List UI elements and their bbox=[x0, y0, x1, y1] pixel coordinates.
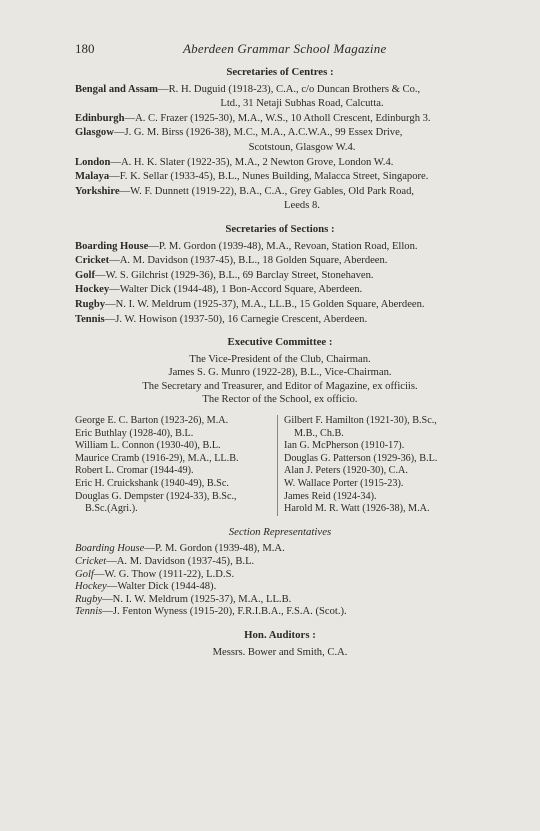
exec-line-chairman: The Vice-President of the Club, Chairman. bbox=[189, 353, 371, 365]
sections-list bbox=[75, 241, 485, 327]
centres-continuation: Scotstoun, Glasgow W.4. bbox=[248, 141, 356, 153]
representative-name: —J. Fenton Wyness (1915-20), F.R.I.B.A., F.S.A. (Scot.). bbox=[102, 606, 347, 618]
representative-name: —A. M. Davidson (1937-45), B.L. bbox=[106, 556, 255, 567]
running-title: Aberdeen Grammar School Magazine bbox=[183, 41, 387, 56]
committee-member: James Reid (1924-34). bbox=[284, 490, 377, 502]
sections-heading: Secretaries of Sections : bbox=[225, 222, 335, 235]
sections-place: Tennis bbox=[75, 313, 105, 325]
committee-member: W. Wallace Porter (1915-23). bbox=[284, 478, 404, 490]
representative-section: Hockey bbox=[75, 581, 107, 593]
exec-line-secretary: The Secretary and Treasurer, and Editor of Magazine, ex officiis. bbox=[142, 380, 418, 392]
committee-right-column bbox=[277, 415, 484, 516]
auditors-text: Messrs. Bower and Smith, C.A. bbox=[212, 646, 348, 658]
committee-member: Eric H. Cruickshank (1940-49), B.Sc. bbox=[75, 478, 229, 490]
representative-name: —P. M. Gordon (1939-48), M.A. bbox=[144, 543, 285, 555]
committee-left-column bbox=[75, 415, 277, 516]
centres-details: —R. H. Duguid (1918-23), C.A., c/o Duncan Brothers & Co., bbox=[158, 83, 421, 95]
centres-place: Malaya bbox=[75, 171, 110, 183]
committee-member: Maurice Cramb (1916-29), M.A., LL.B. bbox=[75, 452, 239, 464]
page-content bbox=[75, 64, 485, 659]
sections-place: Cricket bbox=[75, 255, 110, 267]
centres-place: Yorkshire bbox=[75, 185, 120, 197]
centres-entry bbox=[75, 113, 485, 126]
centres-entry bbox=[75, 157, 485, 170]
representative-entry bbox=[75, 581, 485, 594]
auditors-heading: Hon. Auditors : bbox=[244, 628, 316, 641]
exec-line-rector: The Rector of the School, ex officio. bbox=[202, 394, 358, 406]
sections-entry bbox=[75, 299, 485, 312]
representative-entry bbox=[75, 594, 485, 607]
representative-name: —W. G. Thow (1911-22), L.D.S. bbox=[93, 568, 235, 580]
sections-place: Boarding House bbox=[75, 240, 149, 252]
representative-entry bbox=[75, 556, 485, 569]
committee-member: William L. Connon (1930-40), B.L. bbox=[75, 440, 221, 452]
centres-details: —A. C. Frazer (1925-30), M.A., W.S., 10 Atholl Crescent, Edinburgh 3. bbox=[124, 112, 431, 124]
representative-section: Boarding House bbox=[75, 543, 145, 555]
centres-details: —W. F. Dunnett (1919-22), B.A., C.A., Grey Gables, Old Park Road, bbox=[119, 185, 415, 197]
representative-section: Tennis bbox=[75, 606, 103, 618]
executive-heading: Executive Committee : bbox=[227, 336, 333, 349]
centres-details: —A. H. K. Slater (1922-35), M.A., 2 Newton Grove, London W.4. bbox=[110, 156, 394, 168]
sections-details: —J. W. Howison (1937-50), 16 Carnegie Crescent, Aberdeen. bbox=[104, 313, 368, 325]
representative-section: Cricket bbox=[75, 556, 107, 567]
committee-members bbox=[75, 415, 485, 516]
sections-place: Golf bbox=[75, 269, 96, 281]
centres-entry bbox=[75, 186, 485, 199]
committee-member: Douglas G. Dempster (1924-33), B.Sc., bbox=[75, 490, 237, 502]
centres-place: Glasgow bbox=[75, 127, 114, 139]
committee-member: Harold M. R. Watt (1926-38), M.A. bbox=[284, 503, 430, 515]
representative-name: —N. I. W. Meldrum (1925-37), M.A., LL.B. bbox=[102, 593, 292, 605]
sections-details: —Walter Dick (1944-48), 1 Bon-Accord Square, Aberdeen. bbox=[109, 284, 363, 296]
committee-member: B.Sc.(Agri.). bbox=[85, 503, 138, 515]
committee-member: Robert L. Cromar (1944-49). bbox=[75, 465, 194, 477]
committee-member: Douglas G. Patterson (1929-36), B.L. bbox=[284, 452, 438, 464]
representatives-list bbox=[75, 543, 485, 619]
committee-member: George E. C. Barton (1923-26), M.A. bbox=[75, 415, 229, 427]
centres-entry bbox=[75, 84, 485, 97]
centres-entry bbox=[75, 127, 485, 140]
committee-member: Gilbert F. Hamilton (1921-30), B.Sc., bbox=[284, 415, 437, 427]
page-number: 180 bbox=[75, 41, 95, 56]
committee-member: Ian G. McPherson (1910-17). bbox=[284, 440, 405, 452]
sections-entry bbox=[75, 241, 485, 254]
representative-section: Rugby bbox=[75, 593, 103, 605]
committee-member: M.B., Ch.B. bbox=[294, 427, 344, 439]
sections-place: Hockey bbox=[75, 284, 110, 296]
representative-name: —Walter Dick (1944-48). bbox=[106, 581, 217, 593]
centres-continuation: Ltd., 31 Netaji Subhas Road, Calcutta. bbox=[220, 98, 384, 110]
page-header bbox=[75, 41, 471, 59]
sections-details: —P. M. Gordon (1939-48), M.A., Revoan, Station Road, Ellon. bbox=[148, 240, 418, 252]
sections-details: —N. I. W. Meldrum (1925-37), M.A., LL.B., 15 Golden Square, Aberdeen. bbox=[105, 298, 425, 310]
sections-place: Rugby bbox=[75, 298, 106, 310]
centres-entry bbox=[75, 171, 485, 184]
committee-member: Eric Buthlay (1928-40), B.L. bbox=[75, 427, 194, 439]
sections-entry bbox=[75, 284, 485, 297]
sections-details: —W. S. Gilchrist (1929-36), B.L., 69 Barclay Street, Stonehaven. bbox=[95, 269, 374, 281]
centres-heading: Secretaries of Centres : bbox=[226, 66, 334, 78]
representative-entry bbox=[75, 606, 485, 619]
representative-section: Golf bbox=[75, 568, 94, 580]
representative-entry bbox=[75, 543, 485, 556]
centres-place: London bbox=[75, 156, 111, 168]
sections-entry bbox=[75, 270, 485, 283]
sections-entry bbox=[75, 314, 485, 327]
centres-continuation: Leeds 8. bbox=[284, 200, 320, 212]
representatives-heading: Section Representatives bbox=[228, 525, 332, 538]
centres-place: Edinburgh bbox=[75, 112, 125, 124]
centres-list bbox=[75, 84, 485, 213]
centres-details: —F. K. Sellar (1933-45), B.L., Nunes Building, Malacca Street, Singapore. bbox=[109, 171, 429, 183]
centres-details: —J. G. M. Birss (1926-38), M.C., M.A., A.C.W.A., 99 Essex Drive, bbox=[113, 127, 403, 139]
sections-details: —A. M. Davidson (1937-45), B.L., 18 Golden Square, Aberdeen. bbox=[109, 255, 388, 267]
representative-entry bbox=[75, 569, 485, 582]
sections-entry bbox=[75, 255, 485, 268]
committee-member: Alan J. Peters (1920-30), C.A. bbox=[284, 465, 408, 477]
centres-place: Bengal and Assam bbox=[75, 83, 159, 95]
exec-line-vice-chairman: James S. G. Munro (1922-28), B.L., Vice-Chairman. bbox=[168, 367, 392, 379]
